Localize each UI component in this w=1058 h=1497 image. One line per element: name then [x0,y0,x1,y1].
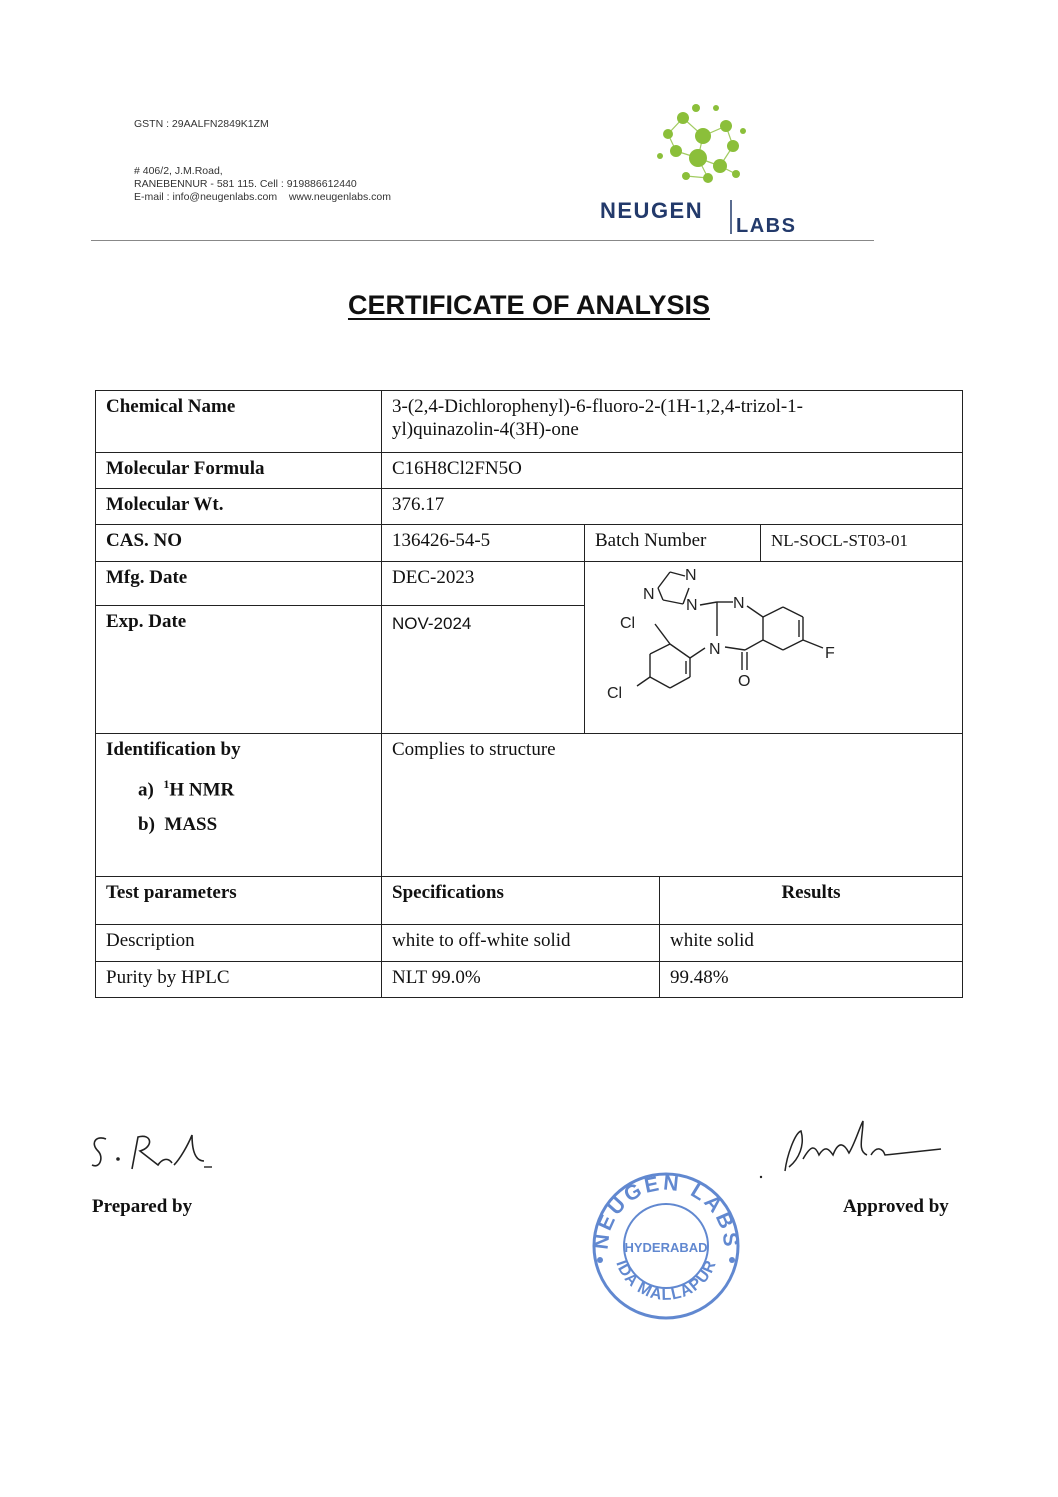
identification-item-a [138,773,371,801]
svg-text:IDA MALLAPUR [612,1257,720,1303]
test-row-2-parameter: Purity by HPLC [106,967,230,988]
test-row-1-parameter: Description [106,930,195,951]
logo-word-labs: LABS [736,215,797,237]
atom-label-cl2: Cl [607,685,623,702]
identification-item-a-sup: 1 [163,777,170,791]
mfg-date-value: DEC-2023 [392,567,475,588]
identification-value: Complies to structure [392,739,556,760]
atom-label-o: O [738,673,751,690]
molecular-weight-label: Molecular Wt. [106,494,224,515]
test-row-2-result: 99.48% [670,967,729,988]
molecular-weight-value: 376.17 [392,494,445,515]
test-row-2-specification: NLT 99.0% [392,967,481,988]
stamp-top-text: NEUGEN LABS [589,1171,743,1251]
document-title: CERTIFICATE OF ANALYSIS [347,290,711,320]
exp-date-label: Exp. Date [106,611,187,632]
chemical-name-value [382,391,962,452]
atom-label-n1: N [685,567,697,584]
identification-item-b-marker: b) [138,814,155,836]
mfg-date-label: Mfg. Date [106,567,188,588]
identification-label: Identification by [106,739,241,760]
specifications-header: Specifications [392,882,504,903]
atom-label-n4: N [733,595,745,612]
test-row-1-result: white solid [670,930,754,951]
atom-label-n3: N [686,597,698,614]
prepared-by-label: Prepared by [92,1196,193,1217]
neugen-labs-logo [598,96,810,238]
gstn-number: GSTN : 29AALFN2849K1ZM [134,118,269,130]
address-line-2: RANEBENNUR - 581 115. Cell : 919886612440 [134,178,357,190]
stamp-bottom-text: IDA MALLAPUR [612,1257,720,1304]
batch-number-value: NL-SOCL-ST03-01 [771,531,908,550]
chemical-name-line-2: yl)quinazolin-4(3H)-one [392,419,579,440]
approver-signature [755,1115,950,1185]
test-parameters-header: Test parameters [106,882,237,903]
address-line-1: # 406/2, J.M.Road, [134,165,223,177]
molecular-formula-value: C16H8Cl2FN5O [392,458,522,479]
company-address-block [134,118,391,204]
approved-by-label: Approved by [843,1196,949,1217]
batch-number-label: Batch Number [595,530,707,551]
cas-number-label: CAS. NO [106,530,183,551]
atom-label-cl1: Cl [620,615,636,632]
molecular-formula-label: Molecular Formula [106,458,265,479]
analysis-table [95,390,963,998]
identification-item-b-text: MASS [164,814,218,836]
company-stamp [586,1170,746,1322]
identification-item-b [138,813,371,836]
chemical-structure-diagram [585,562,962,733]
header-divider [91,240,874,241]
atom-label-n5: N [709,641,721,658]
test-row-1-specification: white to off-white solid [392,930,571,951]
email-website-line: E-mail : info@neugenlabs.com www.neugenlabs.com [134,191,391,203]
logo-word-neugen: NEUGEN [600,198,704,223]
atom-label-f: F [825,645,835,662]
chemical-name-label: Chemical Name [106,396,236,417]
identification-item-a-marker: a) [138,779,154,801]
svg-text:NEUGEN LABS [589,1171,742,1250]
identification-label-block [96,734,381,876]
identification-item-a-text: H NMR [169,779,235,801]
atom-label-n2: N [643,586,655,603]
exp-date-value: NOV-2024 [392,614,472,633]
preparer-signature [88,1125,228,1181]
results-header: Results [781,882,841,903]
stamp-center-text: HYDERABAD [624,1240,708,1255]
chemical-name-line-1: 3-(2,4-Dichlorophenyl)-6-fluoro-2-(1H-1,2,4-trizol-1- [392,396,804,417]
cas-number-value: 136426-54-5 [392,530,491,551]
